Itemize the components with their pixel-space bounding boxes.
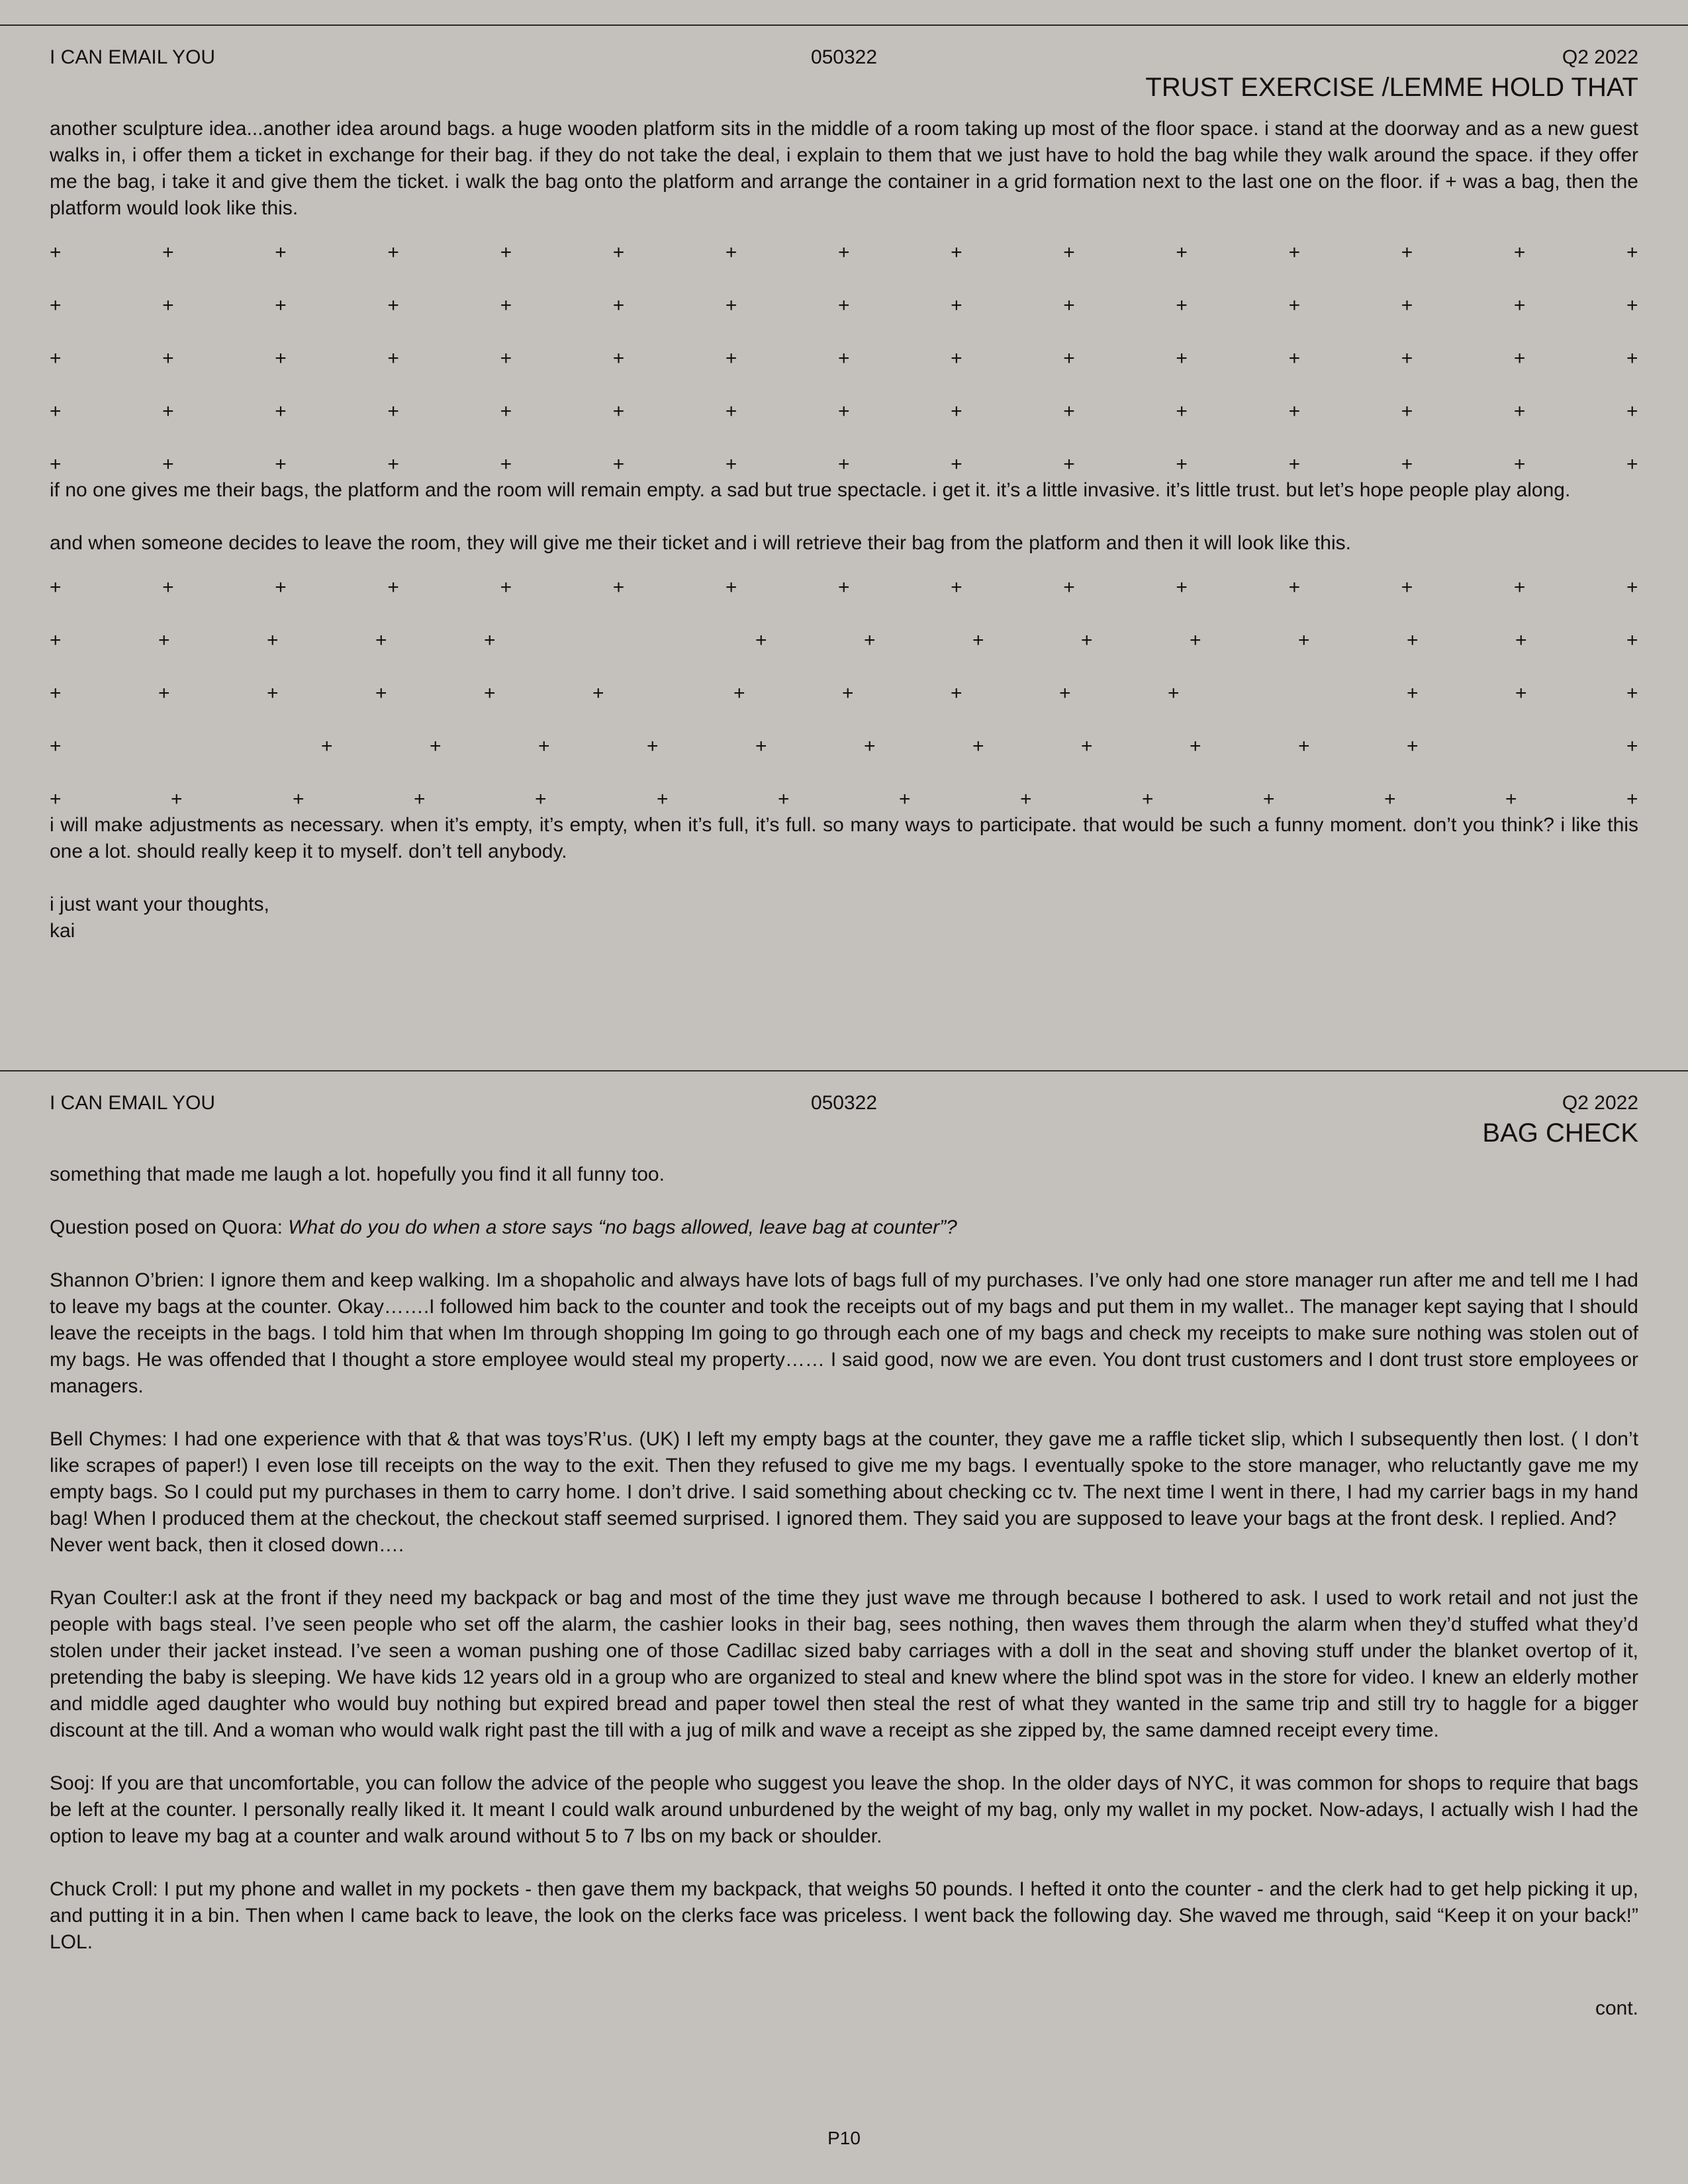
bag-plus: +: [1288, 453, 1301, 475]
bag-plus: +: [1515, 682, 1527, 704]
bag-plus: +: [612, 400, 625, 422]
bag-plus: +: [500, 400, 512, 422]
bag-plus: +: [1081, 735, 1093, 757]
middle-rule: [0, 1070, 1688, 1071]
bag-plus: +: [842, 682, 854, 704]
bag-plus: +: [275, 347, 287, 369]
bag-plus: +: [500, 453, 512, 475]
bag-plus: +: [158, 629, 170, 651]
bag-plus: +: [951, 576, 962, 598]
bag-plus: +: [158, 682, 170, 704]
bag-plus: +: [171, 788, 183, 810]
bag-grid-full: [50, 234, 1638, 475]
bag-plus: +: [951, 682, 962, 704]
bag-plus: +: [50, 788, 62, 810]
quora-question: [50, 1214, 1638, 1241]
bag-plus: +: [951, 347, 962, 369]
bag-plus: +: [387, 242, 399, 263]
bag-plus: +: [500, 295, 512, 316]
bag-plus: +: [50, 400, 62, 422]
bag-plus: +: [1626, 400, 1638, 422]
bag-plus: +: [275, 453, 287, 475]
answer-shannon: Shannon O’brien: I ignore them and keep walking. Im a shopaholic and always have lots of bags full of my purchases. I’ve only had one store manager run after me and tell me I had to leave my bags at the counter. Okay…….I followed him back to the counter and took the receipts out of my bags and put them in my wallet.. The manager kept saying that I should leave the receipts in the bags. I told him that when Im through shopping Im going to go through each one of my bags and check my receipts to make sure nothing was stolen out of my bags. He was offended that I thought a store employee would steal my property…… I said good, now we are even. You dont trust customers and I dont trust store employees or managers.: [50, 1269, 1638, 1397]
bag-plus: +: [500, 347, 512, 369]
bag-plus: +: [1063, 242, 1075, 263]
bag-plus: +: [1401, 400, 1413, 422]
paragraph-adjustments: i will make adjustments as necessary. when it’s empty, it’s empty, when it’s full, it’s full. so many ways to participate. that would be such a funny moment. don’t you think? i like this one a lot. should really keep it to myself. don’t tell anybody.: [50, 814, 1638, 862]
bag-plus: +: [162, 347, 174, 369]
bag-plus: +: [375, 682, 387, 704]
bag-plus: +: [1384, 788, 1396, 810]
bag-plus: +: [1626, 295, 1638, 316]
bag-plus: +: [612, 347, 625, 369]
top-rule: [0, 24, 1688, 26]
bag-plus: +: [1626, 788, 1638, 810]
bag-plus: +: [50, 629, 62, 651]
bag-plus: +: [1626, 242, 1638, 263]
bag-plus: +: [275, 242, 287, 263]
bag-plus: +: [1401, 576, 1413, 598]
bag-plus: +: [733, 682, 745, 704]
closing-line: i just want your thoughts,: [50, 893, 269, 915]
bag-plus: +: [293, 788, 305, 810]
header-center: 050322: [810, 46, 878, 68]
section-header: [50, 1090, 1638, 1118]
bag-plus: +: [612, 242, 625, 263]
bag-plus: +: [1063, 295, 1075, 316]
bag-plus: +: [1513, 295, 1526, 316]
bag-plus: +: [484, 629, 496, 651]
bag-plus: +: [1176, 400, 1188, 422]
question-prefix: Question posed on Quora:: [50, 1216, 289, 1238]
intro-paragraph: something that made me laugh a lot. hopefully you find it all funny too.: [50, 1163, 665, 1185]
bag-plus: +: [387, 347, 399, 369]
bag-plus: +: [1407, 735, 1419, 757]
bag-plus: +: [387, 576, 399, 598]
bag-plus: +: [725, 576, 737, 598]
bag-plus: +: [1081, 629, 1093, 651]
bag-plus: +: [1288, 576, 1301, 598]
bag-plus: +: [267, 682, 279, 704]
bag-plus: +: [1401, 453, 1413, 475]
bag-plus: +: [1059, 682, 1071, 704]
bag-plus: +: [592, 682, 604, 704]
bag-plus: +: [838, 347, 850, 369]
bag-plus: +: [1063, 347, 1075, 369]
bag-plus: +: [1513, 400, 1526, 422]
section-bag-check: [50, 1090, 1638, 2022]
bag-plus: +: [725, 400, 737, 422]
section-title: BAG CHECK: [1482, 1118, 1638, 1148]
bag-plus: +: [972, 735, 984, 757]
bag-plus: +: [838, 453, 850, 475]
bag-plus: +: [1407, 682, 1419, 704]
bag-plus: +: [267, 629, 279, 651]
bag-plus: +: [1176, 295, 1188, 316]
bag-plus: +: [899, 788, 911, 810]
bag-plus: +: [951, 453, 962, 475]
bag-plus: +: [838, 295, 850, 316]
page-number: P10: [827, 2128, 861, 2148]
bag-plus: +: [1288, 242, 1301, 263]
bag-plus: +: [1168, 682, 1180, 704]
bag-plus: +: [375, 629, 387, 651]
header-left: I CAN EMAIL YOU: [50, 46, 216, 68]
section-header: [50, 44, 1638, 72]
answer-bell-closing: Never went back, then it closed down….: [50, 1534, 404, 1556]
bag-plus: +: [647, 735, 659, 757]
bag-plus: +: [1513, 347, 1526, 369]
bag-plus: +: [951, 400, 962, 422]
bag-plus: +: [387, 453, 399, 475]
bag-plus: +: [484, 682, 496, 704]
answer-sooj: Sooj: If you are that uncomfortable, you can follow the advice of the people who suggest you leave the shop. In the older days of NYC, it was common for shops to require that bags be left at the counter. I personally really liked it. It meant I could walk around unburdened by the weight of my bag, only my wallet in my pocket. Now-adays, I actually wish I had the option to leave my bag at a counter and walk around without 5 to 7 lbs on my back or shoulder.: [50, 1772, 1638, 1847]
bag-plus: +: [500, 242, 512, 263]
bag-plus: +: [1288, 295, 1301, 316]
bag-plus: +: [50, 295, 62, 316]
bag-plus: +: [275, 576, 287, 598]
bag-plus: +: [1298, 629, 1310, 651]
bag-plus: +: [755, 629, 767, 651]
bag-plus: +: [755, 735, 767, 757]
paragraph-empty: if no one gives me their bags, the platform and the room will remain empty. a sad but true spectacle. i get it. it’s a little invasive. it’s little trust. but let’s hope people play along.: [50, 479, 1571, 501]
bag-plus: +: [1626, 629, 1638, 651]
header-left: I CAN EMAIL YOU: [50, 1092, 216, 1114]
bag-plus: +: [951, 295, 962, 316]
bag-plus: +: [414, 788, 426, 810]
bag-plus: +: [612, 453, 625, 475]
bag-plus: +: [1401, 242, 1413, 263]
bag-plus: +: [1176, 453, 1188, 475]
bag-plus: +: [1063, 576, 1075, 598]
bag-plus: +: [1515, 629, 1527, 651]
bag-plus: +: [1626, 682, 1638, 704]
bag-plus: +: [500, 576, 512, 598]
bag-plus: +: [838, 400, 850, 422]
bag-plus: +: [1190, 629, 1201, 651]
bag-plus: +: [387, 295, 399, 316]
bag-plus: +: [162, 400, 174, 422]
answer-ryan: Ryan Coulter:I ask at the front if they need my backpack or bag and most of the time they just wave me through because I bothered to ask. I used to work retail and not just the people with bags steal. I’ve seen people who set off the alarm, the cashier looks in their bag, sees nothing, then waves them through the alarm when they’d stuffed what they’d stolen under their jacket instead. I’ve seen a woman pushing one of those Cadillac sized baby carriages with a doll in the seat and shoving stuff under the blanket overtop of it, pretending the baby is sleeping. We have kids 12 years old in a group who are organized to steal and knew where the blind spot was in the store for video. I knew an elderly mother and middle aged daughter who would buy nothing but expired bread and paper towel then steal the rest of what they wanted in the same trip and still try to haggle for a bigger discount at the till. And a woman who would walk right past the till with a jug of milk and wave a receipt as she zipped by, the same damned receipt every time.: [50, 1587, 1638, 1741]
section-title: TRUST EXERCISE /LEMME HOLD THAT: [1145, 73, 1638, 102]
bag-plus: +: [1513, 242, 1526, 263]
bag-plus: +: [864, 629, 876, 651]
bag-plus: +: [50, 682, 62, 704]
bag-grid-partial: [50, 569, 1638, 810]
bag-plus: +: [162, 242, 174, 263]
section-trust-exercise: [50, 44, 1638, 944]
bag-plus: +: [538, 735, 550, 757]
bag-plus: +: [275, 400, 287, 422]
bag-plus: +: [1513, 576, 1526, 598]
bag-plus: +: [838, 242, 850, 263]
bag-plus: +: [972, 629, 984, 651]
bag-plus: +: [430, 735, 442, 757]
bag-plus: +: [657, 788, 669, 810]
bag-plus: +: [838, 576, 850, 598]
bag-plus: +: [1626, 347, 1638, 369]
bag-plus: +: [50, 735, 62, 757]
bag-plus: +: [50, 242, 62, 263]
bag-plus: +: [1505, 788, 1517, 810]
bag-plus: +: [1401, 295, 1413, 316]
bag-plus: +: [725, 453, 737, 475]
bag-plus: +: [864, 735, 876, 757]
signature: kai: [50, 920, 75, 942]
bag-plus: +: [1020, 788, 1032, 810]
bag-plus: +: [162, 576, 174, 598]
intro-paragraph: another sculpture idea...another idea around bags. a huge wooden platform sits in the middle of a room taking up most of the floor space. i stand at the doorway and as a new guest walks in, i offer them a ticket in exchange for their bag. if they do not take the deal, i explain to them that we just have to hold the bag while they walk around the space. if they offer me the bag, i take it and give them the ticket. i walk the bag onto the platform and arrange the container in a grid formation next to the last one on the floor. if + was a bag, then the platform would look like this.: [50, 118, 1638, 219]
question-text: What do you do when a store says “no bags allowed, leave bag at counter”?: [288, 1216, 957, 1238]
bag-plus: +: [1407, 629, 1419, 651]
bag-plus: +: [1263, 788, 1275, 810]
bag-plus: +: [50, 453, 62, 475]
bag-plus: +: [50, 576, 62, 598]
bag-plus: +: [162, 453, 174, 475]
bag-plus: +: [1626, 576, 1638, 598]
header-right: Q2 2022: [1562, 1092, 1638, 1114]
header-center: 050322: [810, 1092, 878, 1114]
bag-plus: +: [612, 295, 625, 316]
bag-plus: +: [778, 788, 790, 810]
bag-plus: +: [1626, 453, 1638, 475]
bag-plus: +: [1401, 347, 1413, 369]
bag-plus: +: [1190, 735, 1201, 757]
bag-plus: +: [387, 400, 399, 422]
bag-plus: +: [612, 576, 625, 598]
bag-plus: +: [1176, 347, 1188, 369]
bag-plus: +: [1288, 400, 1301, 422]
bag-plus: +: [1176, 242, 1188, 263]
bag-plus: +: [1288, 347, 1301, 369]
bag-plus: +: [725, 347, 737, 369]
bag-plus: +: [1298, 735, 1310, 757]
bag-plus: +: [1176, 576, 1188, 598]
paragraph-leave: and when someone decides to leave the room, they will give me their ticket and i will retrieve their bag from the platform and then it will look like this.: [50, 532, 1351, 554]
bag-plus: +: [951, 242, 962, 263]
bag-plus: +: [162, 295, 174, 316]
bag-plus: +: [725, 242, 737, 263]
bag-plus: +: [275, 295, 287, 316]
bag-plus: +: [725, 295, 737, 316]
bag-plus: +: [1513, 453, 1526, 475]
bag-plus: +: [1063, 400, 1075, 422]
continued-label: cont.: [1595, 1997, 1638, 2019]
header-right: Q2 2022: [1562, 46, 1638, 68]
bag-plus: +: [1626, 735, 1638, 757]
bag-plus: +: [321, 735, 333, 757]
bag-plus: +: [1063, 453, 1075, 475]
bag-plus: +: [50, 347, 62, 369]
answer-bell: Bell Chymes: I had one experience with that & that was toys’R’us. (UK) I left my empty bags at the counter, they gave me a raffle ticket slip, which I subsequently then lost. ( I don’t like scrapes of paper!) I even lose till receipts on the way to the exit. Then they refused to give me my bags. I eventually spoke to the store manager, who reluctantly gave me my empty bags. So I could put my purchases in them to carry home. I don’t drive. I said something about checking cc tv. The next time I went in there, I had my carrier bags in my hand bag! When I produced them at the checkout, the checkout staff seemed surprised. I ignored them. They said you are supposed to leave your bags at the front desk. I replied. And?: [50, 1428, 1638, 1529]
bag-plus: +: [535, 788, 547, 810]
bag-plus: +: [1142, 788, 1154, 810]
answer-chuck: Chuck Croll: I put my phone and wallet in my pockets - then gave them my backpack, that weighs 50 pounds. I hefted it onto the counter - and the clerk had to get help picking it up, and putting it in a bin. Then when I came back to leave, the look on the clerks face was priceless. I went back the following day. She waved me through, said “Keep it on your back!” LOL.: [50, 1878, 1638, 1953]
